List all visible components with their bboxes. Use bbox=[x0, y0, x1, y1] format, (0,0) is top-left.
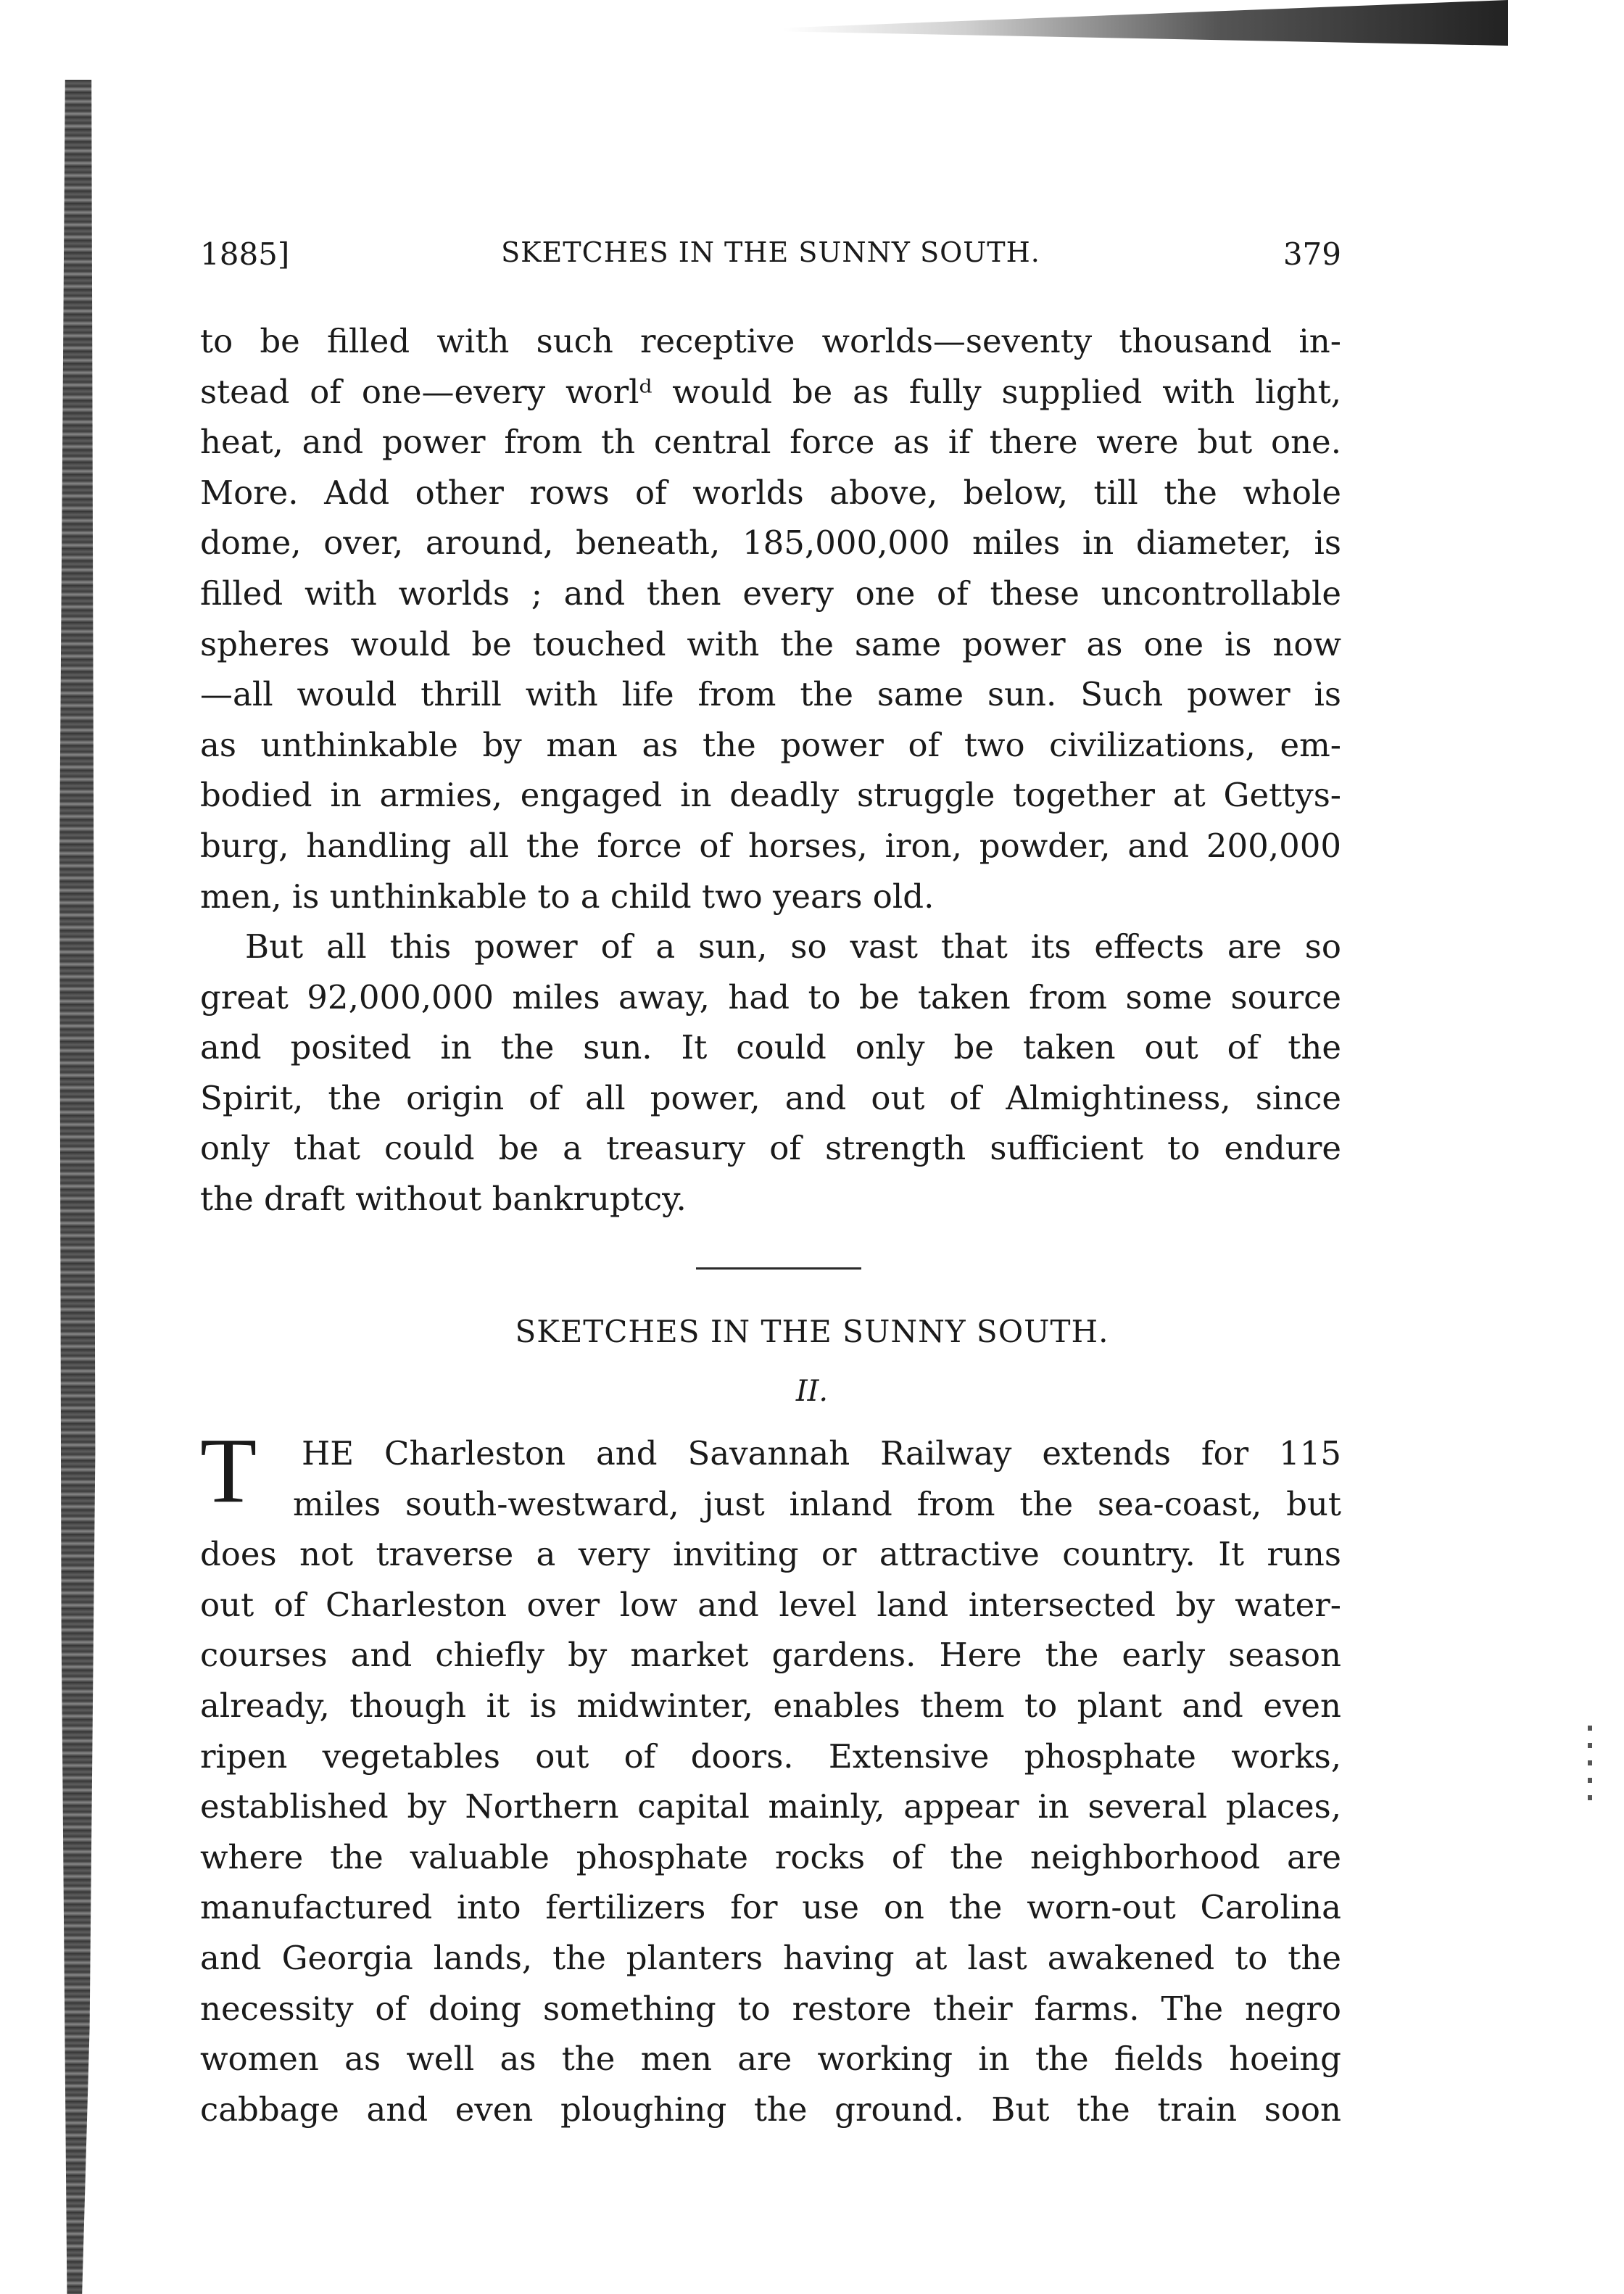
text-line: women as well as the men are working in the fields hoeing bbox=[200, 2040, 1341, 2079]
text-line: spheres would be touched with the same power as one is now bbox=[200, 624, 1341, 663]
text-line: as unthinkable by man as the power of two civilizations, em- bbox=[200, 725, 1341, 764]
text-line: where the valuable phosphate rocks of the neighborhood are bbox=[200, 1837, 1341, 1876]
text-line: men, is unthinkable to a child two years old. bbox=[200, 877, 935, 916]
text-line: Spirit, the origin of all power, and out of Almightiness, since bbox=[200, 1078, 1341, 1117]
text-line: cabbage and even ploughing the ground. But the train soon bbox=[200, 2090, 1341, 2129]
text-line: filled with worlds ; and then every one of these uncontrollable bbox=[200, 574, 1341, 613]
text-line: does not traverse a very inviting or attractive country. It runs bbox=[200, 1535, 1341, 1574]
running-head-title: SKETCHES IN THE SUNNY SOUTH. bbox=[501, 236, 1040, 268]
text-line: More. Add other rows of worlds above, below, till the whole bbox=[200, 473, 1341, 512]
text-line: only that could be a treasury of strength sufficient to endure bbox=[200, 1129, 1341, 1168]
text-line: great 92,000,000 miles away, had to be taken from some source bbox=[200, 977, 1341, 1016]
scan-specks bbox=[1588, 1726, 1592, 1813]
text-line: already, though it is midwinter, enables them to plant and even bbox=[200, 1686, 1341, 1725]
section-number: II. bbox=[795, 1375, 829, 1408]
text-line: heat, and power from th central force as if there were but one. bbox=[200, 423, 1341, 462]
scan-top-edge bbox=[783, 0, 1508, 51]
text-line: stead of one—every worlᵈ would be as fully supplied with light, bbox=[200, 372, 1341, 411]
section-title: SKETCHES IN THE SUNNY SOUTH. bbox=[515, 1314, 1109, 1349]
text-line: courses and chiefly by market gardens. Here the early season bbox=[200, 1636, 1341, 1675]
drop-cap: T bbox=[200, 1419, 257, 1522]
text-line: bodied in armies, engaged in deadly struggle together at Gettys- bbox=[200, 776, 1341, 815]
running-head-year: 1885] bbox=[200, 236, 290, 272]
text-line: dome, over, around, beneath, 185,000,000 miles in diameter, is bbox=[200, 523, 1341, 563]
text-line: —all would thrill with life from the same sun. Such power is bbox=[200, 675, 1341, 714]
text-line: miles south-westward, just inland from the sea-coast, but bbox=[293, 1484, 1341, 1523]
text-line: out of Charleston over low and level land intersected by water- bbox=[200, 1585, 1341, 1624]
section-divider bbox=[696, 1267, 861, 1270]
text-line: necessity of doing something to restore their farms. The negro bbox=[200, 1989, 1341, 2028]
text-line: the draft without bankruptcy. bbox=[200, 1179, 687, 1218]
scan-binding-shadow bbox=[59, 80, 97, 2294]
running-head bbox=[200, 236, 1341, 280]
text-line: and posited in the sun. It could only be taken out of the bbox=[200, 1028, 1341, 1067]
text-line: burg, handling all the force of horses, iron, powder, and 200,000 bbox=[200, 826, 1341, 865]
paragraph-2 bbox=[200, 922, 1341, 1225]
text-line: ripen vegetables out of doors. Extensive phosphate works, bbox=[200, 1736, 1341, 1776]
text-line: manufactured into fertilizers for use on the worn-out Carolina bbox=[200, 1888, 1341, 1927]
paragraph-1 bbox=[200, 316, 1341, 922]
text-line: HE Charleston and Savannah Railway extends for 115 bbox=[302, 1434, 1341, 1473]
page-number: 379 bbox=[1283, 236, 1341, 272]
text-line: established by Northern capital mainly, appear in several places, bbox=[200, 1787, 1341, 1826]
text-line: and Georgia lands, the planters having at last awakened to the bbox=[200, 1938, 1341, 1977]
paragraph-3 bbox=[200, 1428, 1341, 2134]
text-line: to be filled with such receptive worlds—seventy thousand in- bbox=[200, 322, 1341, 360]
text-line: But all this power of a sun, so vast that its effects are so bbox=[245, 927, 1341, 966]
